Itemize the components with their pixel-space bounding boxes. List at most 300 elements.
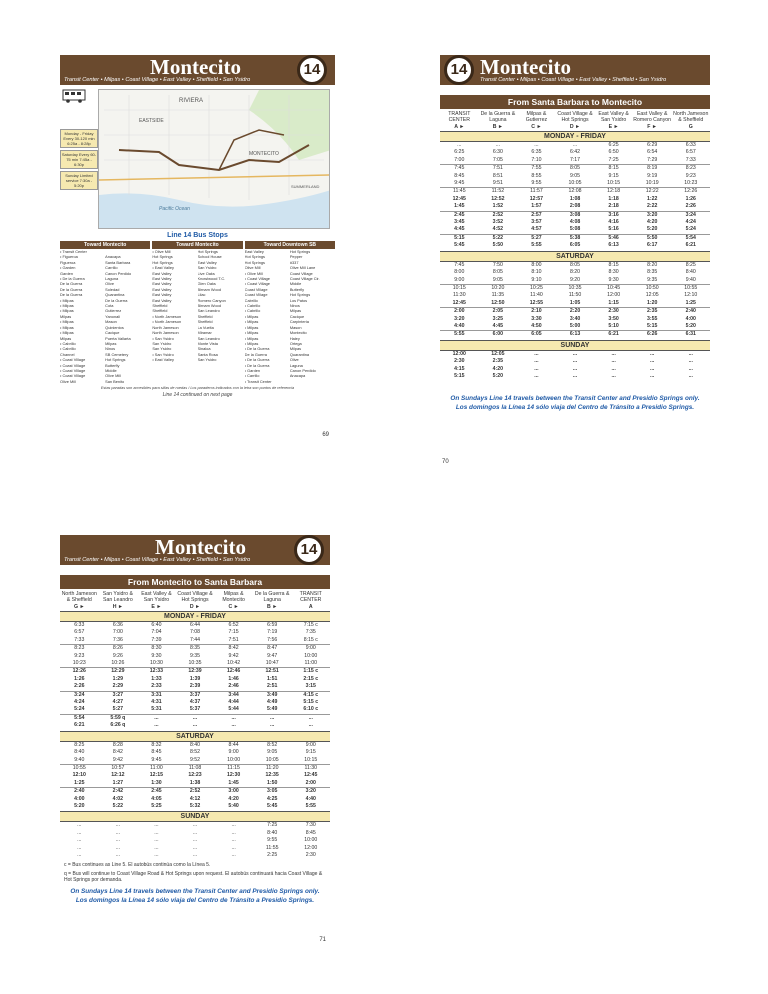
timetable-row [440,292,710,299]
timetable-row [440,157,710,164]
route-map-area [60,89,335,229]
time-cell: 10:20 [491,284,505,291]
time-cell: 12:00 [607,292,621,299]
time-cell: ... [534,372,539,379]
column-label: East Valley & San Ysidro [141,591,172,603]
timetable-row [60,706,330,713]
time-cell: ... [572,142,578,148]
stop-street: Hot Springs [152,259,173,265]
time-cell: 11:40 [530,292,543,299]
time-cell: 4:02 [112,795,124,802]
time-cell: 2:57 [531,211,542,218]
column-header [99,591,138,610]
stop-street: School House [197,254,222,260]
timetable-row [440,149,710,156]
time-cell: 9:35 [189,652,201,659]
stop-street: East Valley [152,286,172,292]
time-cell: 4:15 c [303,691,319,698]
time-cell: 9:15 [305,749,316,756]
time-cell: ... [611,365,616,372]
stop-street: • De la Guerra [244,357,270,363]
timetable-row [440,173,710,180]
page-number: 71 [319,937,326,943]
stop-street: • Coast Village [60,367,86,373]
page-number: 70 [442,459,449,465]
time-cell: 6:26 [646,331,658,338]
time-cell: 4:20 [646,219,658,226]
sunday-note-english: On Sundays Line 14 travels between the Transit Center and Presidio Springs only. [450,395,700,403]
time-cell: ... [192,837,198,844]
time-cell: 8:51 [492,172,503,179]
time-cell: 12:10 [684,292,698,299]
time-cell: 1:38 [189,779,201,786]
page-number: 69 [322,432,329,438]
time-cell: 6:30 [492,149,503,156]
time-cell: 9:00 [454,276,465,283]
time-cell: 8:30 [151,645,162,652]
time-cell: 3:24 [74,691,85,698]
stop-street [290,379,335,384]
column-label: TRANSIT CENTER [299,591,322,603]
time-cell: 3:44 [228,691,239,698]
stop-street: Butterfly [289,286,305,292]
time-cell: 11:30 [452,292,466,299]
stop-street: Garden [60,270,73,276]
timetable-row [440,187,710,195]
time-cell: 4:49 [266,699,278,706]
stop-street: Quarantina [105,292,125,298]
time-cell: 3:52 [492,219,504,226]
time-cell: 9:30 [151,652,162,659]
stop-street: SB Cemetery [105,351,129,357]
stop-street: Quinientos [105,324,124,330]
service-frequency-legend [60,129,98,192]
time-cell: 7:45 [454,165,465,172]
time-cell: 6:33 [74,622,85,628]
time-cell: 7:51 [492,165,503,172]
time-cell: 8:52 [189,749,201,756]
time-cell: ... [231,829,236,836]
day-header: MONDAY - FRIDAY [440,131,710,142]
time-cell: 8:55 [531,172,542,179]
stop-street: Montecito [289,330,307,336]
stop-street: Canon Perdido [289,367,316,373]
time-cell: 2:35 [492,358,504,365]
timetable-row [440,226,710,233]
time-cell: 7:30 [305,822,316,829]
stop-street: • Cabrillo [244,308,261,314]
time-cell: 3:25 [492,315,504,322]
time-cell: 4:25 [266,795,278,802]
route-badge: 14 [294,535,324,565]
stops-header: Toward Montecito [152,241,242,249]
route-badge: 14 [297,55,327,85]
time-cell: 12:45 [304,772,318,779]
column-header [594,111,633,130]
stop-street: • Carrillo [244,373,260,379]
stop-marker: E ► [608,124,619,130]
column-header [556,111,595,130]
page-71 [60,535,330,945]
stop-street: North Jameson [152,324,179,330]
stop-street: Cabrillo [244,297,258,303]
timetable-row [440,351,710,358]
stop-street: East Valley [197,259,217,265]
stop-street: • Coast Village [244,276,270,282]
direction-title: From Santa Barbara to Montecito [440,95,710,109]
time-cell: 6:21 [685,242,696,249]
time-cell: 10:00 [304,837,318,844]
stop-street: • Milpas [244,313,259,319]
time-cell: 5:10 [608,322,619,329]
time-cell: 2:00 [454,308,465,315]
stop-street: Ninos [289,303,300,309]
time-cell: 3:15 [305,683,316,690]
time-cell: 2:45 [454,211,465,218]
time-cell: 1:57 [531,203,542,210]
time-cell: 5:15 [454,372,465,379]
time-cell: 4:16 [608,219,619,226]
time-cell: 3:30 [531,315,542,322]
column-label: North Jameson & Sheffield [61,591,97,603]
column-label: Coast Village & Hot Springs [557,111,593,123]
time-cell: 3:27 [112,691,124,698]
time-cell: 1:18 [608,195,619,202]
time-cell: ... [688,350,693,357]
stop-marker: G ► [73,604,85,610]
column-label: Milpas & Gutierrez [525,111,548,123]
stop-marker: C ► [531,124,542,130]
stop-street: • Cabrillo [244,303,261,309]
column-header [253,591,292,610]
stop-street: De la Guerra [105,297,128,303]
time-cell: 8:15 [608,165,619,172]
stop-street: Sheffield [152,303,168,309]
stop-street: Pepper [289,254,303,260]
time-cell: 10:47 [265,660,279,667]
time-cell: 9:00 [228,749,239,756]
stop-marker: C ► [228,604,239,610]
stop-street: San Leandro [197,308,220,314]
time-cell: 6:59 [267,622,278,628]
time-cell: 6:13 [569,331,581,338]
time-cell: 3:05 [266,788,278,795]
time-cell: 3:50 [608,315,619,322]
time-cell: 12:22 [645,188,659,195]
time-cell: ... [650,358,655,365]
stop-street: Haley [289,335,300,341]
time-cell: ... [154,714,159,721]
timetable-row [60,764,330,772]
stop-street: Middle [289,281,302,287]
time-cell: 12:33 [149,668,164,675]
time-cell: 2:30 [608,308,619,315]
time-cell: 3:49 [266,691,278,698]
time-cell: 6:00 [492,331,504,338]
time-cell: 6:54 [647,149,658,156]
time-cell: 10:50 [645,284,659,291]
time-cell: 6:33 [685,142,696,148]
time-cell: 5:55 [454,331,465,338]
time-cell: 5:27 [531,234,542,241]
time-cell: ... [572,358,578,365]
timetable-row [60,749,330,756]
time-cell: 6:31 [685,331,696,338]
stop-street: • Cabrillo [60,340,76,346]
time-cell: 6:26 q [110,722,126,729]
time-cell: 9:47 [267,652,278,659]
stop-street: • Milpas [244,324,259,330]
stop-street: Figueroa [60,259,76,265]
time-cell: 8:05 [569,165,581,172]
stop-street: • Milpas [60,308,74,314]
timetable-column-headers [60,589,330,610]
time-cell: 5:55 [531,242,542,249]
time-cell: 8:00 [531,261,542,268]
stop-street: Hot Springs [244,259,265,265]
time-cell: 6:50 [608,149,619,156]
page-header [60,55,335,85]
time-cell: 11:15 [227,764,240,771]
timetable-row [60,830,330,837]
stop-street: Milpas [105,340,117,346]
stop-street: Hot Springs [152,254,173,260]
time-cell: 6:21 [608,331,619,338]
timetable-row [440,284,710,292]
time-cell: 12:05 [491,350,505,357]
timetable-row [440,300,710,307]
time-cell: 9:23 [74,652,85,659]
time-cell: 9:05 [569,172,581,179]
time-cell: 8:35 [647,269,658,276]
stop-street: • Olive Mill [244,270,263,276]
time-cell: 3:20 [454,315,465,322]
stop-street: • Coast Village [60,357,86,363]
stop-street: Coast Village [244,292,268,298]
time-cell: 5:08 [569,226,581,233]
time-cell: 1:25 [685,299,696,306]
time-cell: 6:21 [74,722,85,729]
time-cell: 3:31 [151,691,162,698]
time-cell: 4:00 [685,315,696,322]
stop-street: Miramar [197,330,212,336]
time-cell: 12:35 [265,772,279,779]
time-cell: 2:00 [305,779,316,786]
stops-column-1 [60,241,150,384]
stop-item [152,357,242,362]
time-cell: 7:15 c [303,622,318,628]
time-cell: 12:30 [226,772,241,779]
time-cell: 12:52 [491,195,505,202]
stop-street: Carrillo [105,265,118,271]
stop-street: • Olive Mill [152,249,171,254]
time-cell: 9:42 [112,756,123,763]
time-cell: 8:00 [454,269,465,276]
time-cell: 2:10 [531,308,542,315]
time-cell: 7:05 [492,156,503,163]
timetable-row [440,330,710,338]
map-label-riviera: RIVIERA [179,98,204,104]
time-cell: 8:42 [112,749,123,756]
direction-title: From Montecito to Santa Barbara [60,575,330,589]
time-cell: 2:42 [112,788,124,795]
time-cell: 10:15 [304,756,318,763]
time-cell: 4:50 [531,322,542,329]
route-subtitle: Transit Center • Milpas • Coast Village • East Valley • Sheffield • San Ysidro [64,557,251,563]
time-cell: 3:20 [646,211,658,218]
stop-street: • Transit Center [60,249,87,254]
stop-street: Anacapa [105,254,121,260]
stop-street: San Ysidro [152,340,172,346]
time-cell: 8:45 [305,829,316,836]
time-cell: ... [308,714,313,721]
time-cell: ... [611,350,616,357]
time-cell: 9:20 [569,276,581,283]
time-cell: 3:16 [608,211,619,218]
time-cell: 7:35 [305,629,316,636]
time-cell: 6:25 [608,142,619,148]
time-cell: 6:35 [531,149,542,156]
stop-street: Sheffield [152,308,168,314]
time-cell: 7:33 [685,156,696,163]
time-cell: 9:35 [647,276,658,283]
time-cell: 3:24 [685,211,696,218]
stop-street: Olive Mill [105,373,121,379]
time-cell: 1:29 [112,675,124,682]
time-cell: 9:26 [112,652,123,659]
time-cell: ... [650,350,655,357]
time-cell: 10:15 [452,284,466,291]
stop-street: East Valley [152,276,172,282]
route-subtitle: Transit Center • Milpas • Coast Village • East Valley • Sheffield • San Ysidro [64,77,251,83]
timetable-row [440,262,710,269]
time-cell: ... [308,722,313,729]
time-cell: ... [231,714,236,721]
time-cell: 3:08 [569,211,581,218]
time-cell: 9:05 [492,276,503,283]
day-header: SATURDAY [60,731,330,742]
footnote-q: q = Bus will continue to Coast Village Road & Hot Springs upon request. El autobús continuará hacia Coast Village & Hot Springs por demanda. [64,871,323,884]
stop-street: Laguna [289,362,303,368]
time-cell: ... [154,829,159,836]
stop-street: • Garden [244,367,261,373]
stop-street: Middle [105,367,117,373]
time-cell: ... [231,851,236,858]
time-cell: 6:05 [569,242,581,249]
time-cell: 2:08 [569,203,581,210]
time-cell: 11:00 [150,764,163,771]
time-cell: 4:05 [151,795,162,802]
column-label: North Jameson & Sheffield [673,111,709,123]
time-cell: ... [77,844,82,851]
stop-street: • Figueroa [60,254,78,260]
timetable-row [60,796,330,803]
stop-street: East Valley [152,281,172,287]
time-cell: 11:08 [188,764,202,771]
stop-street: • North Jameson [152,313,182,319]
time-cell: 5:31 [151,706,162,713]
stop-street: Hot Springs [105,357,126,363]
stop-street: • Milpas [244,330,259,336]
time-cell: 4:40 [305,795,316,802]
time-cell: 6:40 [151,622,162,628]
time-cell: 3:45 [454,219,465,226]
weekday-timetable [440,142,710,250]
time-cell: ... [231,822,236,829]
time-cell: 10:19 [645,180,659,187]
time-cell: 10:25 [529,284,543,291]
time-cell: 4:52 [492,226,504,233]
time-cell: 12:51 [265,668,279,675]
time-cell: ... [115,844,121,851]
time-cell: 2:45 [151,788,162,795]
time-cell: 7:15 [228,629,239,636]
time-cell: 10:42 [227,660,241,667]
time-cell: 2:46 [228,683,239,690]
time-cell: 11:30 [304,764,318,771]
map-label-eastside: EASTSIDE [139,118,164,124]
stop-street: Cota [105,303,114,309]
stop-street: • San Ysidro [152,351,174,357]
time-cell: 8:44 [228,741,239,748]
time-cell: 1:39 [189,675,201,682]
time-cell: 10:55 [72,764,86,771]
stop-street: #337 [289,259,299,265]
time-cell: 5:15 [454,234,465,241]
time-cell: 4:08 [569,219,581,226]
time-cell: ... [115,837,121,844]
time-cell: 2:51 [266,683,278,690]
time-cell: 10:23 [684,180,698,187]
time-cell: ... [495,142,501,148]
stop-street: • Milpas [60,297,74,303]
time-cell: ... [650,372,655,379]
timetable-row [440,164,710,172]
footnote: Estas paradas son accesibles para sillas de ruedas / Los paraderos indicados con la letra son puntos de referencia [100,386,295,391]
time-cell: 2:18 [608,203,619,210]
time-cell: 11:45 [452,188,466,195]
time-cell: 12:00 [452,350,466,357]
time-cell: ... [154,851,159,858]
time-cell: 1:33 [151,675,162,682]
time-cell: 1:50 [266,779,278,786]
timetable-column-headers [440,109,710,130]
time-cell: 1:25 [74,779,85,786]
time-cell: 9:00 [305,741,316,748]
time-cell: 7:25 [267,822,278,829]
stop-street: Olive Mill [60,378,76,384]
time-cell: 10:05 [265,756,279,763]
time-cell: 1:52 [492,203,504,210]
time-cell: ... [231,722,236,729]
stop-street: • Coast Village [60,373,86,379]
stops-column-2 [152,241,242,384]
timetable-row [60,803,330,810]
time-cell: 7:44 [189,636,201,643]
time-cell: 11:57 [530,188,543,195]
time-cell: 10:57 [111,764,125,771]
time-cell: 4:12 [189,795,201,802]
time-cell: 10:05 [568,180,582,187]
time-cell: 8:15 [608,261,619,268]
time-cell: 4:27 [112,699,124,706]
stop-street: La Vuelta [197,324,214,330]
time-cell: 9:40 [685,276,696,283]
time-cell: 7:51 [228,636,239,643]
time-cell: ... [457,142,462,148]
stop-street: Olive Mill Lane [289,265,316,271]
time-cell: 9:10 [531,276,542,283]
